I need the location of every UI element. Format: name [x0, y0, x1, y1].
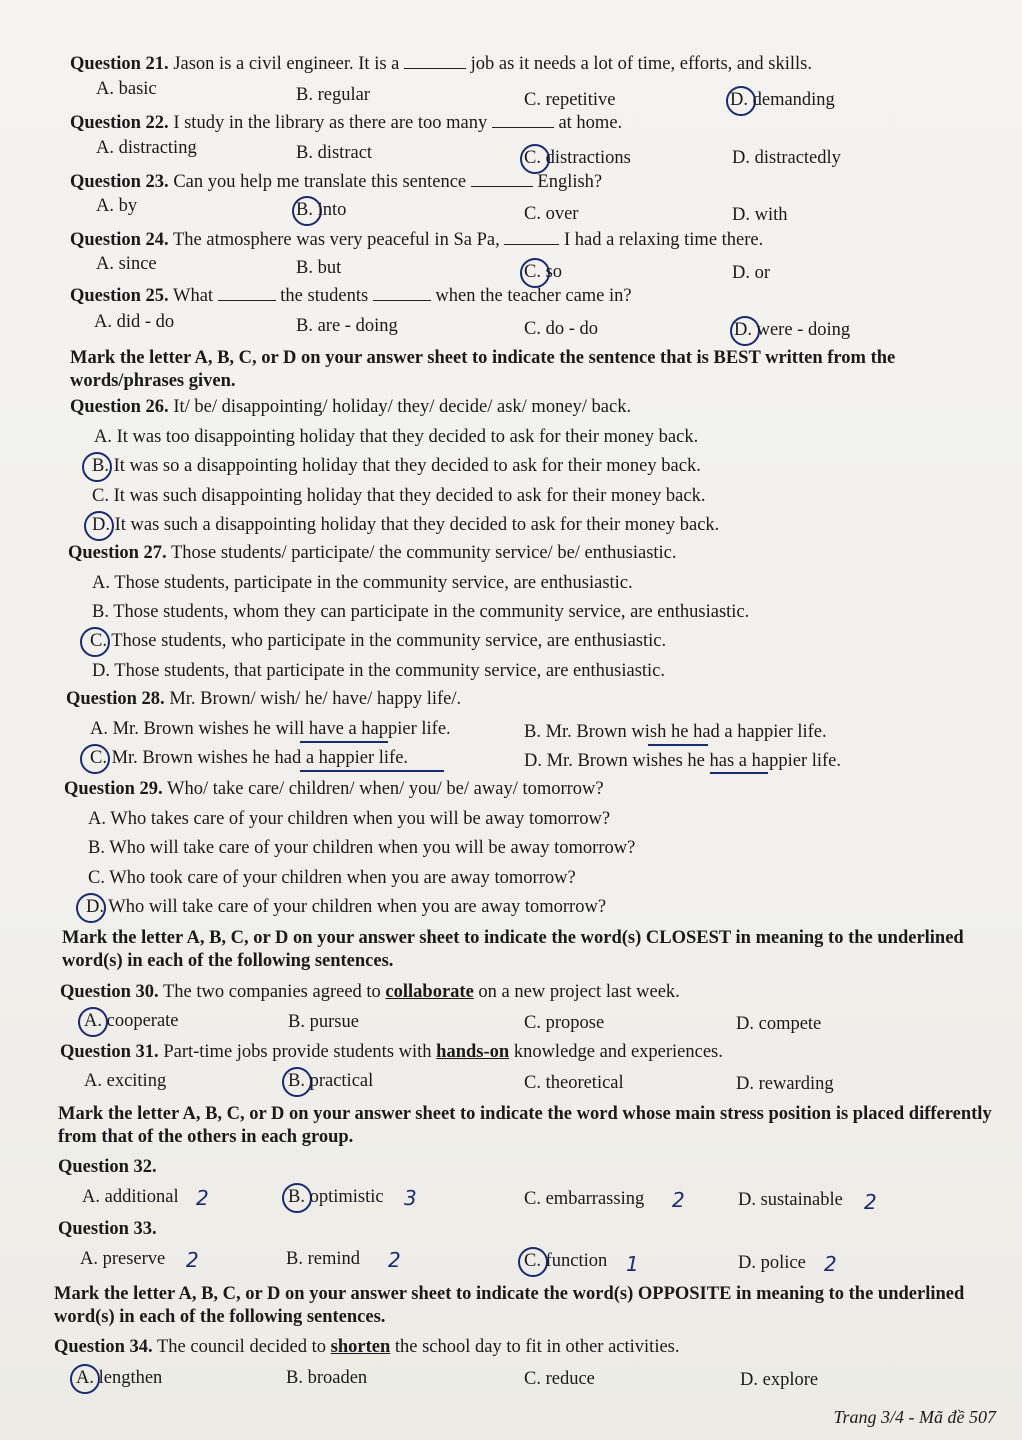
option-c: C. function [524, 1251, 608, 1271]
q-label: Question 28. [66, 689, 165, 709]
q-text: knowledge and experiences. [513, 1042, 723, 1062]
q-text: when the teacher came in? [435, 286, 632, 306]
option-a: A. cooperate [84, 1011, 179, 1031]
option-d: D. were - doing [734, 320, 851, 340]
question-27 [68, 543, 677, 564]
stress-mark: 2 [824, 1252, 837, 1276]
question-25 [70, 286, 632, 307]
q-text: The council decided to [156, 1337, 326, 1357]
pen-underline [648, 744, 708, 746]
option-b: B. broaden [286, 1368, 368, 1388]
option-c: C. distractions [524, 148, 631, 168]
q-label: Question 32. [58, 1157, 157, 1177]
blank [471, 172, 533, 187]
q-text: Jason is a civil engineer. It is a [173, 54, 400, 74]
q-text: It/ be/ disappointing/ holiday/ they/ decide/ ask/ money/ back. [173, 397, 632, 417]
q-text: Those students/ participate/ the community service/ be/ enthusiastic. [170, 543, 677, 563]
option-b: B. remind [286, 1249, 360, 1269]
stress-mark: 2 [864, 1190, 877, 1214]
option-a: A. basic [96, 79, 157, 99]
option-c: C. repetitive [524, 90, 616, 110]
option-c: C. reduce [524, 1369, 595, 1389]
option-d: D. It was such a disappointing holiday that they decided to ask for their money back. [92, 515, 720, 535]
instruction: Mark the letter A, B, C, or D on your answer sheet to indicate the word whose main stress position is placed differently from that of the others in each group. [58, 1104, 992, 1147]
option-d: D. demanding [730, 90, 835, 110]
option-b: B. pursue [288, 1012, 359, 1032]
option-a: A. by [96, 196, 138, 216]
question-28 [66, 689, 461, 710]
question-22 [70, 113, 622, 134]
pen-underline [300, 741, 388, 743]
option-d: D. with [732, 205, 788, 225]
stress-mark: 2 [672, 1188, 685, 1212]
option-b: B. into [296, 200, 347, 220]
q-text: job as it needs a lot of time, efforts, and skills. [470, 54, 812, 74]
q-text: I had a relaxing time there. [563, 230, 764, 250]
option-a: A. It was too disappointing holiday that they decided to ask for their money back. [94, 427, 699, 447]
q-text: Can you help me translate this sentence [173, 172, 467, 192]
q-text: Part-time jobs provide students with [163, 1042, 432, 1062]
q-label: Question 34. [54, 1337, 153, 1357]
question-23 [70, 172, 602, 193]
blank [373, 286, 431, 301]
q-text: Mr. Brown/ wish/ he/ have/ happy life/. [169, 689, 462, 709]
question-26 [70, 397, 631, 418]
option-b: B. distract [296, 143, 373, 163]
option-c: C. Who took care of your children when you are away tomorrow? [88, 868, 576, 888]
q-label: Question 21. [70, 54, 169, 74]
instruction: Mark the letter A, B, C, or D on your answer sheet to indicate the word(s) CLOSEST in meaning to the underlined word(s) in each of the following sentences. [62, 928, 964, 971]
option-a: A. lengthen [76, 1368, 163, 1388]
q-text: the school day to fit in other activities. [394, 1337, 680, 1357]
option-c: C. Mr. Brown wishes he had a happier life. [90, 748, 409, 768]
question-33 [58, 1219, 157, 1240]
q-text: The atmosphere was very peaceful in Sa Pa, [172, 230, 500, 250]
option-c: C. embarrassing [524, 1189, 645, 1209]
option-a: A. Those students, participate in the community service, are enthusiastic. [92, 573, 633, 593]
q-text: at home. [558, 113, 623, 133]
option-c: C. over [524, 204, 579, 224]
option-b: B. optimistic [288, 1187, 384, 1207]
blank [492, 113, 554, 128]
instruction: Mark the letter A, B, C, or D on your answer sheet to indicate the word(s) OPPOSITE in meaning to the underlined word(s) in each of the following sentences. [54, 1284, 965, 1327]
option-c: C. It was such disappointing holiday that they decided to ask for their money back. [92, 486, 706, 506]
instruction: Mark the letter A, B, C, or D on your answer sheet to indicate the sentence that is BEST written from the words/phrases given. [70, 348, 896, 391]
option-c: C. Those students, who participate in the community service, are enthusiastic. [90, 631, 667, 651]
option-b: B. It was so a disappointing holiday that they decided to ask for their money back. [92, 456, 701, 476]
option-d: D. Mr. Brown wishes he has a happier life. [524, 751, 842, 771]
q-label: Question 33. [58, 1219, 157, 1239]
option-a: A. additional [82, 1187, 179, 1207]
option-a: A. Who takes care of your children when you will be away tomorrow? [88, 809, 611, 829]
underlined-word: shorten [330, 1337, 391, 1357]
option-a: A. since [96, 254, 157, 274]
question-30 [60, 982, 680, 1003]
q-text: Who/ take care/ children/ when/ you/ be/ away/ tomorrow? [166, 779, 604, 799]
option-c: C. so [524, 262, 563, 282]
q-label: Question 23. [70, 172, 169, 192]
q-text: I study in the library as there are too many [173, 113, 488, 133]
blank [404, 54, 466, 69]
option-d: D. rewarding [736, 1074, 834, 1094]
option-d: D. distractedly [732, 148, 841, 168]
option-c: C. theoretical [524, 1073, 624, 1093]
stress-mark: 3 [404, 1186, 417, 1210]
option-a: A. exciting [84, 1071, 167, 1091]
option-d: D. compete [736, 1014, 822, 1034]
option-c: C. propose [524, 1013, 605, 1033]
q-label: Question 22. [70, 113, 169, 133]
blank [218, 286, 276, 301]
q-label: Question 25. [70, 286, 169, 306]
q-label: Question 27. [68, 543, 167, 563]
option-d: D. Those students, that participate in the community service, are enthusiastic. [92, 661, 666, 681]
question-34 [54, 1337, 680, 1358]
q-text: What [172, 286, 214, 306]
option-b: B. Those students, whom they can participate in the community service, are enthusiastic. [92, 602, 750, 622]
q-label: Question 31. [60, 1042, 159, 1062]
q-text: on a new project last week. [478, 982, 680, 1002]
option-b: B. Mr. Brown wish he had a happier life. [524, 722, 827, 742]
q-text: English? [537, 172, 603, 192]
q-label: Question 26. [70, 397, 169, 417]
q-label: Question 30. [60, 982, 159, 1002]
option-a: A. Mr. Brown wishes he will have a happier life. [90, 719, 451, 739]
question-24 [70, 230, 763, 251]
option-d: D. Who will take care of your children when you are away tomorrow? [86, 897, 607, 917]
stress-mark: 2 [196, 1186, 209, 1210]
option-a: A. distracting [96, 138, 197, 158]
option-c: C. do - do [524, 319, 598, 339]
option-b: B. are - doing [296, 316, 398, 336]
question-29 [64, 779, 604, 800]
option-b: B. practical [288, 1071, 374, 1091]
pen-underline [710, 772, 768, 774]
option-b: B. but [296, 258, 342, 278]
stress-mark: 1 [626, 1252, 639, 1276]
option-a: A. did - do [94, 312, 175, 332]
option-d: D. police [738, 1253, 806, 1273]
q-label: Question 29. [64, 779, 163, 799]
blank [504, 230, 559, 245]
option-d: D. sustainable [738, 1190, 843, 1210]
stress-mark: 2 [186, 1248, 199, 1272]
option-d: D. explore [740, 1370, 819, 1390]
stress-mark: 2 [388, 1248, 401, 1272]
q-text: The two companies agreed to [162, 982, 381, 1002]
question-21 [70, 54, 812, 75]
pen-underline [300, 770, 444, 772]
underlined-word: collaborate [385, 982, 474, 1002]
option-a: A. preserve [80, 1249, 166, 1269]
q-label: Question 24. [70, 230, 169, 250]
q-text: the students [280, 286, 369, 306]
page-footer: Trang 3/4 - Mã đề 507 [833, 1407, 996, 1427]
underlined-word: hands-on [436, 1042, 510, 1062]
option-b: B. regular [296, 85, 370, 105]
question-31 [60, 1042, 723, 1063]
question-32 [58, 1157, 157, 1178]
option-b: B. Who will take care of your children when you will be away tomorrow? [88, 838, 636, 858]
option-d: D. or [732, 263, 771, 283]
